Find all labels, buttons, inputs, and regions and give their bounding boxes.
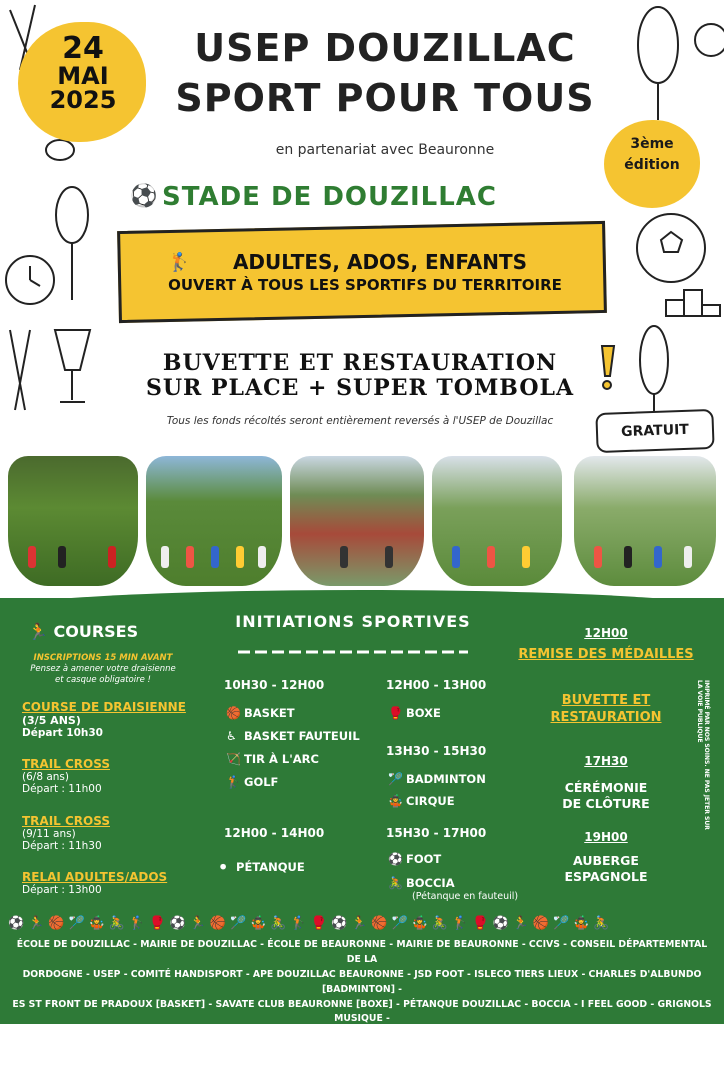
course-name: COURSE DE DRAISIENNE <box>22 700 186 714</box>
date-day: 24 <box>62 31 104 66</box>
activity-badminton: 🏸 BADMINTON <box>388 772 486 786</box>
photo-bike-race <box>432 456 562 586</box>
edition-label: édition <box>624 157 680 173</box>
buvette-restauration-line-1: BUVETTE ET <box>561 693 651 708</box>
sponsors-line-5: MENUISERIE TONY LAUD - PRIMOC BÂTIMENT 24 - SUPER U SAINT MÉDARD - LE CILAOS - BÉNÉVOLES <box>98 1058 626 1069</box>
edition-badge <box>604 134 700 176</box>
sponsors-line-4: INTERMARCHÉ NEUVIC - SMD3 - MC DÉCOUPE - MVA CUISINE & BAIN - LM CONSULTING - AQUITAINE CONTRÔLE - GEDIMAT - SOCIÉTÉ DE CHASSE - <box>17 1028 707 1055</box>
golfer-icon: 🏌 <box>226 775 241 789</box>
draisienne-note <box>18 664 188 686</box>
photo-wheelchair-basket <box>290 456 424 586</box>
course-depart: Départ 10h30 <box>22 727 103 739</box>
slot-time-5: 15H30 - 17H00 <box>386 826 487 840</box>
course-depart: Départ : 11h00 <box>22 783 102 795</box>
auberge-line-2: ESPAGNOLE <box>564 869 648 885</box>
slot-time-4: 13H30 - 15H30 <box>386 744 487 758</box>
activity-tir-arc: 🏹 TIR À L'ARC <box>226 752 319 766</box>
soccer-ball-icon: ⚽ <box>130 184 158 209</box>
boccia-player-icon: 🚴 <box>388 876 403 890</box>
doodle-right-icons <box>616 0 724 440</box>
shuttlecock-icon: 🏸 <box>388 772 403 786</box>
slot-time-2: 12H00 - 14H00 <box>224 826 325 840</box>
soccer-ball-icon: ⚽ <box>388 852 403 866</box>
buvette-restauration-line-2: RESTAURATION <box>550 710 662 725</box>
photo-boxing-kids <box>8 456 138 586</box>
activity-golf: 🏌 GOLF <box>226 775 279 789</box>
buvette-line-2: SUR PLACE + SUPER TOMBOLA <box>145 375 575 401</box>
activity-boccia: 🚴 BOCCIA <box>388 876 455 890</box>
partner-text: en partenariat avec Beauronne <box>275 142 495 158</box>
photo-relay <box>574 456 716 586</box>
course-age: (6/8 ans) <box>22 771 69 783</box>
ceremony-time-medals: 12H00 <box>584 626 628 640</box>
sponsors-line-2: DORDOGNE - USEP - COMITÉ HANDISPORT - APE DOUZILLAC BEAURONNE - JSD FOOT - ISLECO TIERS LIEUX - CHARLES D'ALBUNDO [BADMINTON] - <box>22 968 702 995</box>
courses-label: COURSES <box>53 622 139 641</box>
photo-group-exercise <box>146 456 282 586</box>
free-badge: GRATUIT <box>595 409 714 453</box>
course-age: (3/5 ANS) <box>22 714 81 727</box>
print-notice: IMPRIMÉ PAR NOS SOINS. NE PAS JETER SUR LA VOIE PUBLIQUE <box>696 680 710 830</box>
closing-ceremony-line-2: DE CLÔTURE <box>562 796 650 812</box>
golfer-icon: 🏌 <box>168 252 191 273</box>
petanque-balls-icon: ⚫ <box>218 860 229 874</box>
date-year: 2025 <box>49 86 117 114</box>
title-line-1: USEP DOUZILLAC <box>194 26 576 70</box>
archery-icon: 🏹 <box>226 752 241 766</box>
activity-boxe: 🥊 BOXE <box>388 706 441 720</box>
course-item-2 <box>22 757 212 795</box>
closing-ceremony-time: 17H30 <box>584 754 628 768</box>
activity-petanque: ⚫ PÉTANQUE <box>218 860 305 874</box>
sponsors-line-1: ÉCOLE DE DOUZILLAC - MAIRIE DE DOUZILLAC - ÉCOLE DE BEAURONNE - MAIRIE DE BEAURONNE - CCIVS - CONSEIL DÉPARTEMENTAL DE LA <box>16 939 708 965</box>
draisienne-note-line-1: Pensez à amener votre draisienne <box>30 664 176 674</box>
auberge-line-1: AUBERGE <box>573 853 639 868</box>
edition-number: 3ème <box>630 136 674 152</box>
course-item-3 <box>22 814 212 852</box>
audience-line-2: OUVERT À TOUS LES SPORTIFS DU TERRITOIRE <box>168 276 562 294</box>
initiations-underline <box>238 650 468 654</box>
course-name: RELAI ADULTES/ADOS <box>22 870 168 884</box>
audience-line-1: ADULTES, ADOS, ENFANTS <box>232 250 528 274</box>
exclamation-icon <box>595 344 619 392</box>
activity-cirque: 🤹 CIRQUE <box>388 794 455 808</box>
basketball-icon: 🏀 <box>226 706 241 720</box>
course-depart: Départ : 11h30 <box>22 840 102 852</box>
closing-ceremony <box>520 780 692 813</box>
sports-icons-row: ⚽🏃🏀🏸🤹🚴🏌🥊⚽🏃🏀🏸🤹🚴🏌🥊⚽🏃🏀🏸🤹🚴🏌🥊⚽🏃🏀🏸🤹🚴 <box>8 916 614 931</box>
course-item-1 <box>22 700 212 739</box>
boccia-note: (Pétanque en fauteuil) <box>412 891 519 902</box>
sponsors-list <box>10 938 714 1072</box>
inscriptions-note: INSCRIPTIONS 15 MIN AVANT <box>33 653 173 663</box>
course-item-4 <box>22 870 212 896</box>
auberge-time: 19H00 <box>584 830 628 844</box>
courses-title <box>28 622 138 641</box>
course-name: TRAIL CROSS <box>22 814 110 828</box>
medals-ceremony: REMISE DES MÉDAILLES <box>518 647 694 662</box>
juggling-icon: 🤹 <box>388 794 403 808</box>
initiations-title: INITIATIONS SPORTIVES <box>235 612 471 631</box>
activity-basket: 🏀 BASKET <box>226 706 295 720</box>
date-badge <box>28 31 138 114</box>
slot-time-3: 12H00 - 13H00 <box>386 678 487 692</box>
date-month: MAI <box>57 62 109 90</box>
draisienne-note-line-2: et casque obligatoire ! <box>55 675 151 686</box>
activity-foot: ⚽ FOOT <box>388 852 442 866</box>
closing-ceremony-line-1: CÉRÉMONIE <box>564 780 648 795</box>
buvette-line-1: BUVETTE ET RESTAURATION <box>162 350 558 376</box>
slot-time-1: 10H30 - 12H00 <box>224 678 325 692</box>
auberge-espagnole <box>520 853 692 886</box>
wheelchair-basketball-icon: ♿ <box>226 729 237 743</box>
course-name: TRAIL CROSS <box>22 757 110 771</box>
sponsors-line-3: ES ST FRONT DE PRADOUX [BASKET] - SAVATE CLUB BEAURONNE [BOXE] - PÉTANQUE DOUZILLAC - BOCCIA - I FEEL GOOD - GRIGNOLS MUSIQUE - <box>12 998 712 1025</box>
funds-note: Tous les fonds récoltés seront entièrement reversés à l'USEP de Douzillac <box>166 415 554 427</box>
title-line-2: SPORT POUR TOUS <box>175 76 595 120</box>
course-depart: Départ : 13h00 <box>22 884 102 896</box>
runner-icon: 🏃 <box>28 622 54 641</box>
boxing-glove-icon: 🥊 <box>388 706 403 720</box>
course-age: (9/11 ans) <box>22 828 76 840</box>
venue-title: STADE DE DOUZILLAC <box>162 182 498 212</box>
activity-basket-fauteuil: ♿ BASKET FAUTEUIL <box>226 729 360 743</box>
